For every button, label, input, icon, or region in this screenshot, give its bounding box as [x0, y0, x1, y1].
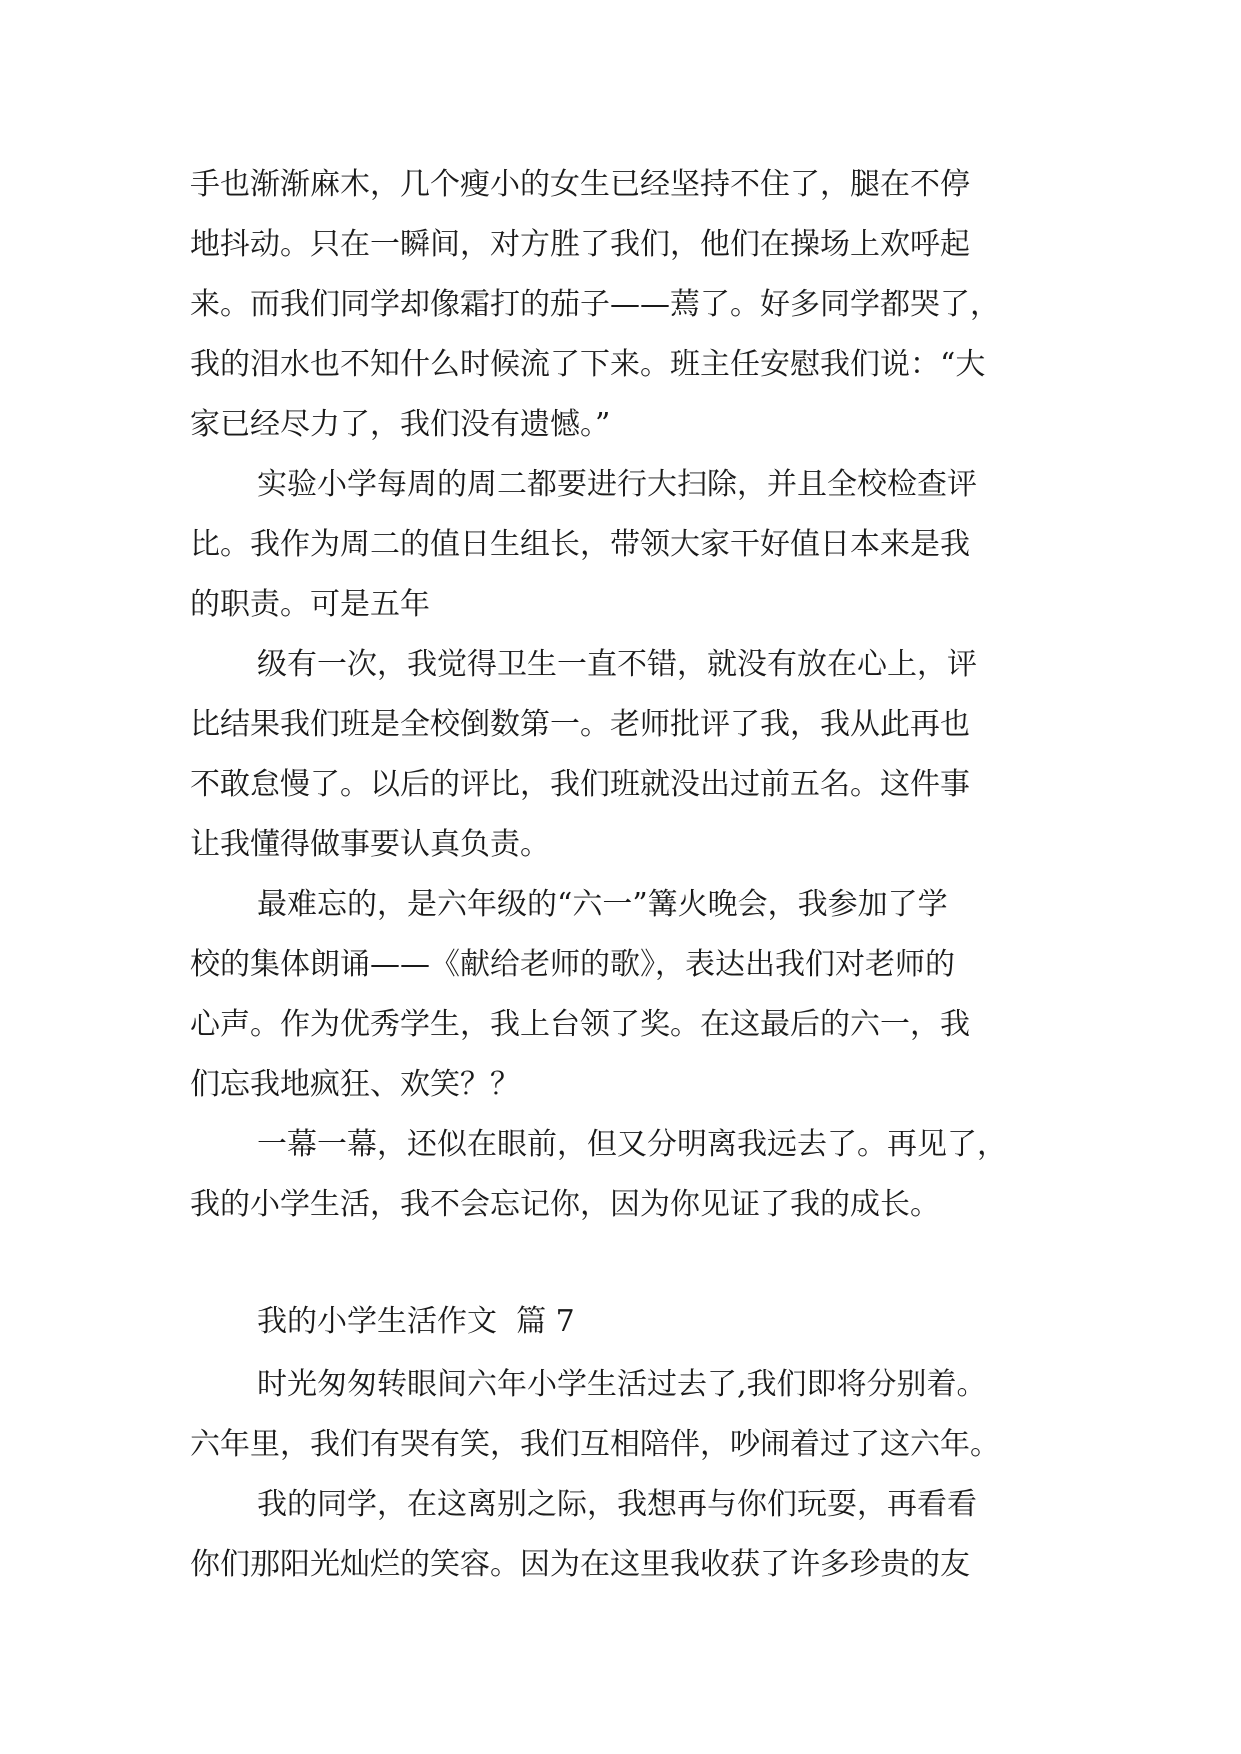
text-line: 校的集体朗诵——《献给老师的歌》，表达出我们对老师的	[190, 947, 955, 982]
text-line: 家已经尽力了，我们没有遗憾。”	[190, 407, 611, 442]
paragraph-first-line: 一幕一幕，还似在眼前，但又分明离我远去了。再见了，	[257, 1127, 1007, 1162]
text-line: 六年里，我们有哭有笑，我们互相陪伴，吵闹着过了这六年。	[190, 1427, 1000, 1462]
text-line: 手也渐渐麻木，几个瘦小的女生已经坚持不住了，腿在不停	[190, 167, 970, 202]
paragraph-first-line: 我的同学，在这离别之际，我想再与你们玩耍，再看看	[257, 1487, 977, 1522]
paragraph-first-line: 时光匆匆转眼间六年小学生活过去了,我们即将分别着。	[257, 1367, 987, 1402]
text-line: 来。而我们同学却像霜打的茄子——蔫了。好多同学都哭了，	[190, 287, 1000, 322]
text-line: 比。我作为周二的值日生组长，带领大家干好值日本来是我	[190, 527, 970, 562]
text-line: 我的小学生活，我不会忘记你，因为你见证了我的成长。	[190, 1187, 940, 1222]
paragraph-first-line: 实验小学每周的周二都要进行大扫除，并且全校检查评	[257, 467, 977, 502]
text-line: 你们那阳光灿烂的笑容。因为在这里我收获了许多珍贵的友	[190, 1547, 970, 1582]
paragraph-first-line: 最难忘的，是六年级的“六一”篝火晚会，我参加了学	[257, 887, 948, 922]
text-line: 比结果我们班是全校倒数第一。老师批评了我，我从此再也	[190, 707, 970, 742]
text-line: 心声。作为优秀学生，我上台领了奖。在这最后的六一，我	[190, 1007, 970, 1042]
text-line: 让我懂得做事要认真负责。	[190, 827, 550, 862]
text-line: 不敢怠慢了。以后的评比，我们班就没出过前五名。这件事	[190, 767, 970, 802]
text-line: 我的泪水也不知什么时候流了下来。班主任安慰我们说：“大	[190, 347, 986, 382]
text-line: 们忘我地疯狂、欢笑？？	[190, 1067, 520, 1102]
text-line: 的职责。可是五年	[190, 587, 430, 622]
text-line: 地抖动。只在一瞬间，对方胜了我们，他们在操场上欢呼起	[190, 227, 970, 262]
section-heading: 我的小学生活作文 篇 7	[257, 1304, 575, 1339]
paragraph-first-line: 级有一次，我觉得卫生一直不错，就没有放在心上，评	[257, 647, 977, 682]
